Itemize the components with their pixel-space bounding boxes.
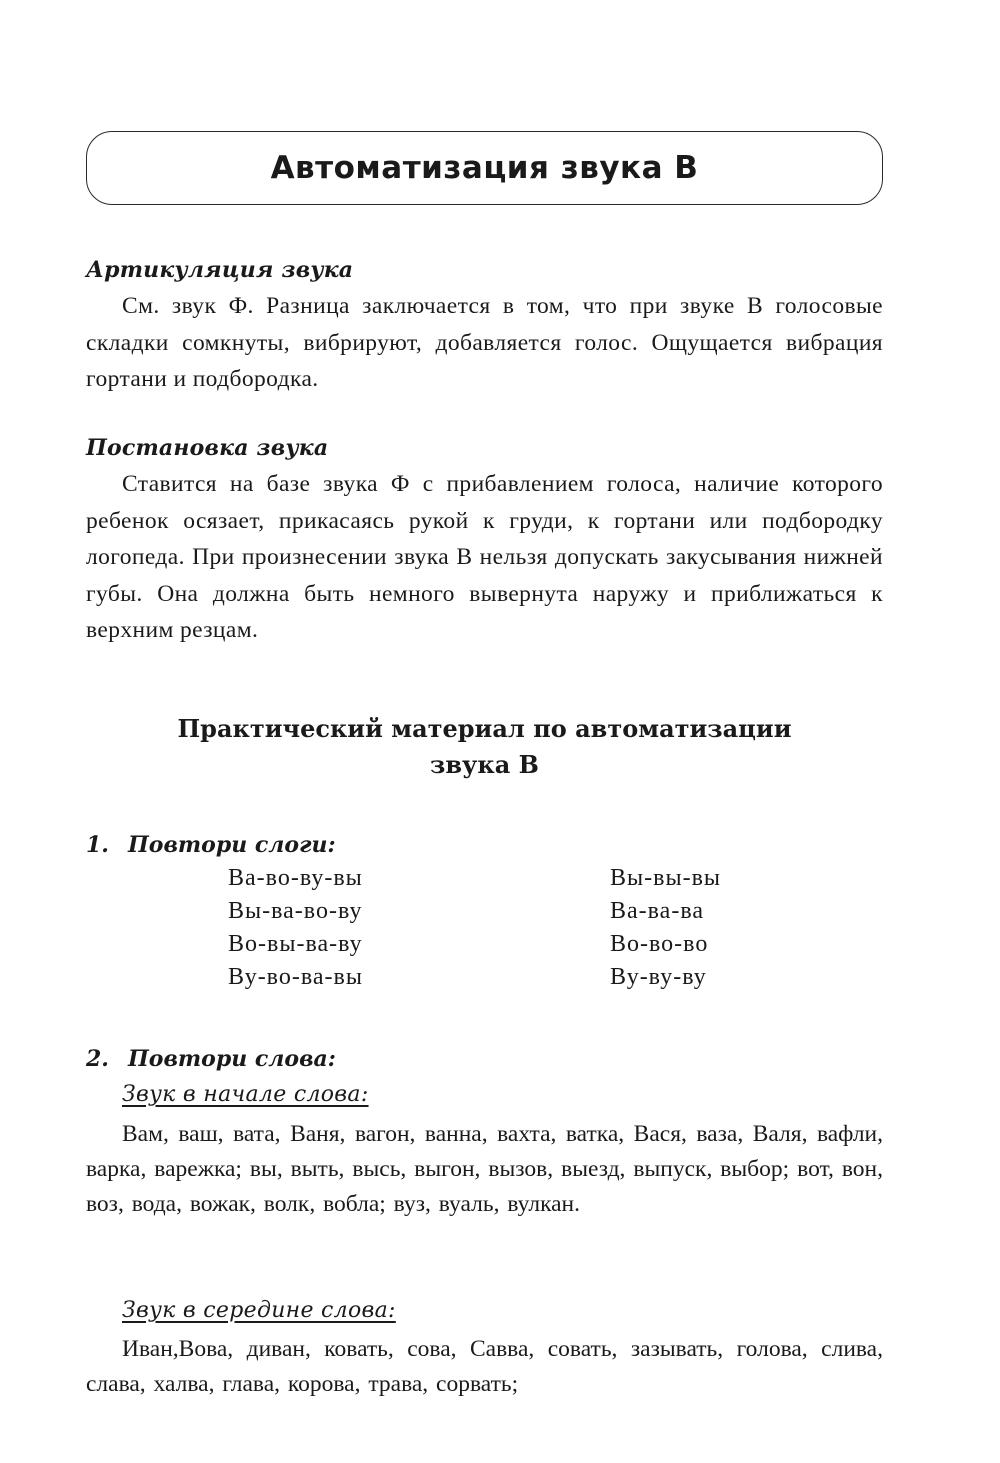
- syllable-item: Ву-во-ва-вы: [228, 964, 363, 990]
- syllable-item: Во-вы-ва-ву: [228, 931, 363, 957]
- exercise2-heading: [86, 1042, 336, 1076]
- articulation-text: См. звук Ф. Разница заключается в том, что при звуке В голосовые складки сомкнуты, вибрируют, добавляется голос. Ощущается вибрация гортани и подбородка.: [86, 293, 883, 392]
- setting-text: Ставится на базе звука Ф с прибавлением голоса, наличие которого ребенок осязает, прикасаясь рукой к груди, к гортани или подбородку логопеда. При произнесении звука В нельзя допускать закусывания нижней губы. Она должна быть немного вывернута наружу и приближаться к верхним резцам.: [86, 471, 883, 643]
- word-start-text: Вам, ваш, вата, Ваня, вагон, ванна, вахта, ватка, Вася, ваза, Валя, вафли, варка, варежка; вы, выть, высь, выгон, вызов, выезд, выпуск, выбор; вот, вон, воз, вода, вожак, волк, вобла; вуз, вуаль, вулкан.: [86, 1121, 883, 1217]
- title-frame: [86, 131, 883, 205]
- articulation-section: [86, 252, 883, 398]
- exercise1-heading: [86, 828, 336, 862]
- syllable-item: Ва-ва-ва: [610, 898, 704, 924]
- setting-heading: Постановка звука: [86, 435, 329, 461]
- exercise1-label: Повтори слоги:: [128, 832, 336, 858]
- syllable-item: Вы-ва-во-ву: [228, 898, 363, 924]
- articulation-heading: Артикуляция звука: [86, 257, 354, 283]
- word-middle-text: Иван,Вова, диван, ковать, сова, Савва, совать, зазывать, голова, слива, слава, халва, глава, корова, трава, сорвать;: [86, 1336, 883, 1397]
- syllables-left-column: [228, 862, 363, 994]
- syllable-item: Ву-ву-ву: [610, 964, 707, 990]
- word-start-label: Звук в начале слова:: [122, 1082, 369, 1107]
- exercise1-number: 1.: [86, 832, 109, 858]
- syllable-item: Вы-вы-вы: [610, 865, 722, 891]
- syllable-item: Во-во-во: [610, 931, 709, 957]
- exercise2-number: 2.: [86, 1046, 109, 1072]
- practical-heading-line2: звука В: [430, 750, 539, 779]
- syllable-item: Ва-во-ву-вы: [228, 865, 363, 891]
- word-middle-label: Звук в середине слова:: [122, 1298, 396, 1323]
- setting-section: [86, 430, 883, 649]
- syllables-right-column: [610, 862, 721, 994]
- page-title: Автоматизация звука В: [270, 150, 699, 186]
- exercise2-label: Повтори слова:: [128, 1046, 336, 1072]
- practical-heading-line1: Практический материал по автоматизации: [177, 714, 792, 743]
